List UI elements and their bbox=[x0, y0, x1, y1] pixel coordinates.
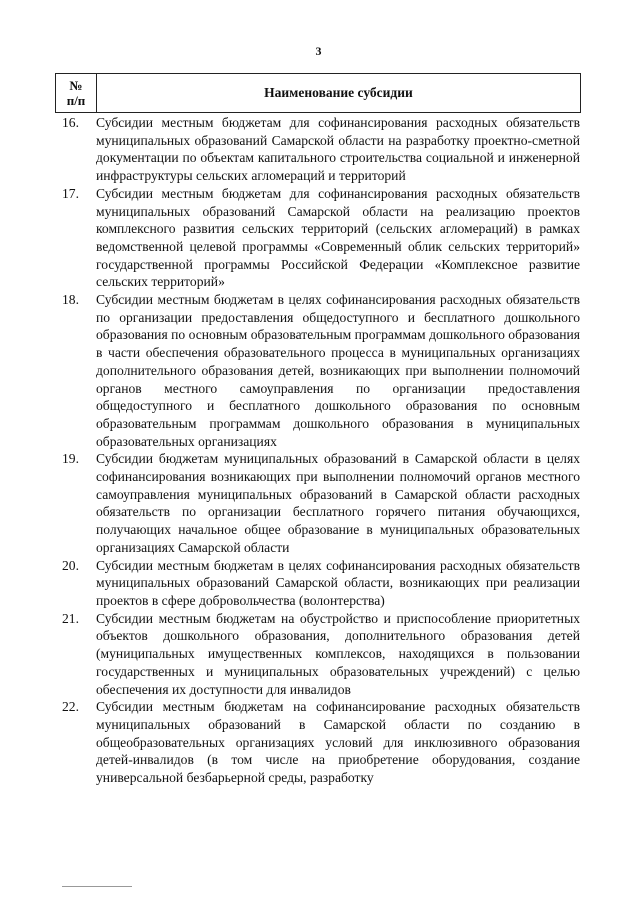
list-item bbox=[62, 114, 580, 185]
item-number: 22. bbox=[62, 699, 79, 715]
item-number: 18. bbox=[62, 292, 79, 308]
item-text: Субсидии местным бюджетам на обустройство и приспособление приоритетных объектов дошкольного образования, дополнительного образования детей (муниципальных имущественных комплексов, находящихся в пользовании государственных и муниципальных образовательных учреждений) с целью обеспечения их доступности для инвалидов bbox=[96, 610, 580, 697]
item-text: Субсидии местным бюджетам в целях софинансирования расходных обязательств по организации предоставления общедоступного и бесплатного дошкольного образования по основным образовательным программам дошкольного образования в части обеспечения образовательного процесса в муниципальных организациях дополнительного образования детей, возникающих при выполнении полномочий органов местного самоуправления по организации предоставления общедоступного и бесплатного дошкольного образования по основным образовательным программам дошкольного образования в муниципальных образовательных организациях bbox=[96, 292, 580, 449]
header-name-column: Наименование субсидии bbox=[264, 85, 413, 100]
header-number-column bbox=[56, 74, 97, 112]
header-number-abbrev: п/п bbox=[66, 93, 86, 108]
subsidy-list bbox=[62, 114, 580, 787]
item-number: 19. bbox=[62, 451, 79, 467]
list-item bbox=[62, 185, 580, 291]
footer-divider bbox=[62, 886, 132, 887]
item-text: Субсидии местным бюджетам на софинансирование расходных обязательств муниципальных образований в Самарской области по созданию в общеобразовательных организациях условий для инклюзивного образования детей-инвалидов (в том числе на приобретение оборудования, создание универсальной безбарьерной среды, разработку bbox=[96, 699, 580, 786]
list-item bbox=[62, 698, 580, 787]
item-text: Субсидии местным бюджетам для софинансирования расходных обязательств муниципальных образований Самарской области на реализацию проектов комплексного развития сельских территорий (сельских агломераций) в рамках ведомственной целевой программы «Современный облик сельских территорий» государственной программы Российской Федерации «Комплексное развитие сельских территорий» bbox=[96, 185, 580, 290]
header-number-symbol: № bbox=[69, 78, 83, 93]
item-number: 16. bbox=[62, 115, 79, 130]
table-header bbox=[55, 73, 581, 113]
item-text: Субсидии бюджетам муниципальных образований в Самарской области в целях софинансирования возникающих при выполнении полномочий органов местного самоуправления муниципальных образований в Самарской области расходных обязательств по организации бесплатного горячего питания обучающихся, получающих начальное общее образование в муниципальных образовательных организациях Самарской области bbox=[96, 451, 580, 555]
item-number: 21. bbox=[62, 610, 79, 626]
item-text: Субсидии местным бюджетам в целях софинансирования расходных обязательств муниципальных образований Самарской области, возникающих при реализации проектов в сфере добровольчества (волонтерства) bbox=[96, 557, 580, 608]
item-number: 20. bbox=[62, 557, 79, 573]
list-item bbox=[62, 557, 580, 610]
item-text: Субсидии местным бюджетам для софинансирования расходных обязательств муниципальных образований Самарской области на разработку проектно-сметной документации по объектам капитального строительства социальной и инженерной инфраструктуры сельских агломераций и территорий bbox=[96, 115, 580, 184]
item-number: 17. bbox=[62, 185, 79, 201]
list-item bbox=[62, 291, 580, 450]
list-item bbox=[62, 610, 580, 699]
list-item bbox=[62, 450, 580, 556]
page-number: 3 bbox=[315, 44, 322, 58]
